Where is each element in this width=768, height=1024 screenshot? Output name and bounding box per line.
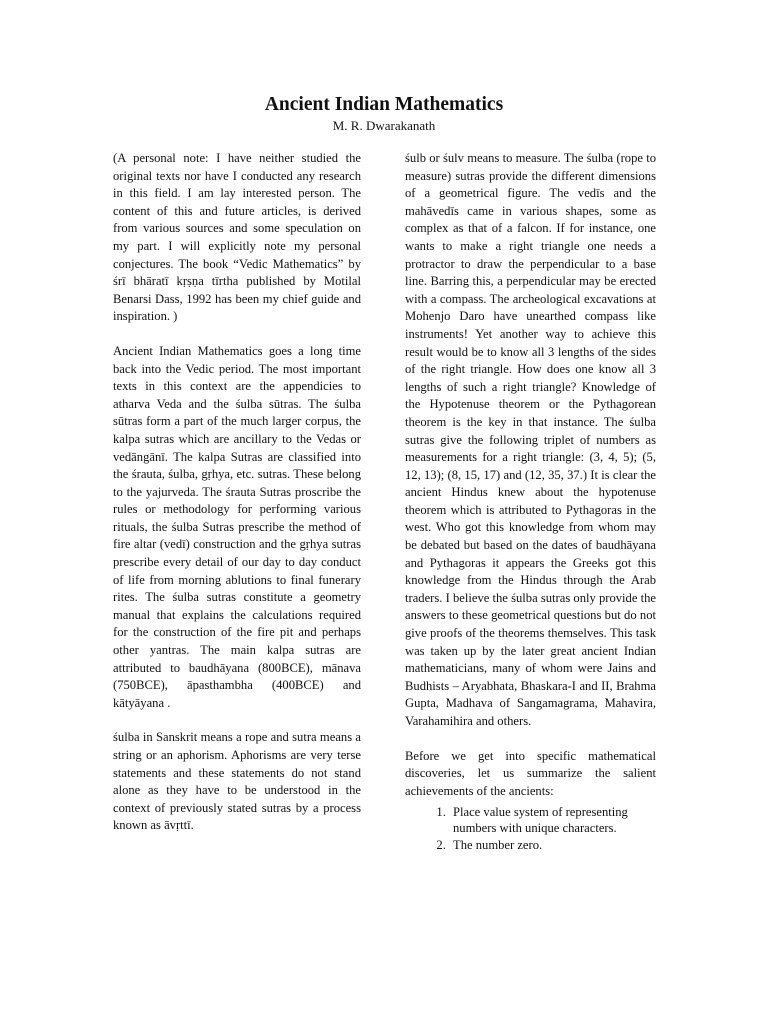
achievements-list xyxy=(405,804,656,853)
achievements-intro-paragraph: Before we get into specific mathematical discoveries, let us summarize the salient achievements of the ancients: xyxy=(405,748,656,798)
personal-note-paragraph: (A personal note: I have neither studied the original texts nor have I conducted any research in this field. I am lay interested person. The content of this and future articles, is derived from various sources and some speculation on my part. I will explicitly note my personal conjectures. The book “Vedic Mathematics” by śrī bhāratī kṛṣṇa tīrtha published by Motilal Benarsi Dass, 1992 has been my chief guide and inspiration. ) xyxy=(113,151,361,324)
right-column xyxy=(405,150,656,854)
paper-title: Ancient Indian Mathematics xyxy=(264,94,504,115)
vedic-period-paragraph: Ancient Indian Mathematics goes a long time back into the Vedic period. The most important texts in this context are the appendicies to atharva Veda and the śulba sūtras. The śulba sūtras form a part of the much larger corpus, the kalpa sutras which are ancillary to the Vedas or vedāngānī. The kalpa Sutras are classified into the śrauta, śulba, gṛhya, etc. sutras. These belong to the yajurveda. The śrauta Sutras proscribe the rules or methodology for performing various rituals, the śulba Sutras prescribe the method of fire altar (vedī) construction and the gṛhya sutras prescribe every detail of our day to day conduct of life from morning ablutions to final funerary rites. The śulba sutras constitute a geometry manual that explains the calculations required for the construction of the fire pit and perhaps other yantras. The main kalpa sutras are attributed to baudhāyana (800BCE), mānava (750BCE), āpasthambha (400BCE) and kātyāyana . xyxy=(113,343,361,710)
sulba-meaning-paragraph: śulba in Sanskrit means a rope and sutra means a string or an aphorism. Aphorisms are very terse statements and these statements do not stand alone as they have to be understood in the context of previously stated sutras by a process known as āvṛttī. xyxy=(113,730,361,833)
left-column xyxy=(113,150,361,852)
author-name: M. R. Dwarakanath xyxy=(332,118,436,133)
list-item: 1. Place value system of representing numbers with unique characters. xyxy=(449,804,656,836)
list-item: 2. The number zero. xyxy=(449,837,656,853)
sulba-measure-paragraph: śulb or śulv means to measure. The śulba (rope to measure) sutras provide the different dimensions of a geometrical figure. The vedīs and the mahāvedīs came in various shapes, some as complex as that of a falcon. If for instance, one wants to make a right triangle one needs a protractor to draw the perpendicular to a base line. Barring this, a perpendicular may be erected with a compass. The archeological excavations at Mohenjo Daro have unearthed compass like instruments! Yet another way to achieve this result would be to know all 3 lengths of the sides of the right triangle. How does one know all 3 lengths of such a right triangle? Knowledge of the Hypotenuse theorem or the Pythagorean theorem is the key in that instance. The śulba sutras give the following triplet of numbers as measurements for a right triangle: (3, 4, 5); (5, 12, 13); (8, 15, 17) and (12, 35, 37.) It is clear the ancient Hindus knew about the hypotenuse theorem which is attributed to Pythagoras in the west. Who got this knowledge from whom may be debated but based on the dates of baudhāyana and Pythagoras it appears the Greeks got this knowledge from the Hindus through the Arab traders. I believe the śulba sutras only provide the answers to these geometrical questions but do not give proofs of the theorems themselves. This task was taken up by the later great ancient Indian mathematicians, many of whom were Jains and Budhists – Aryabhata, Bhaskara-I and II, Brahma Gupta, Madhava of Sangamagrama, Mahavira, Varahamihira and others. xyxy=(405,151,656,728)
